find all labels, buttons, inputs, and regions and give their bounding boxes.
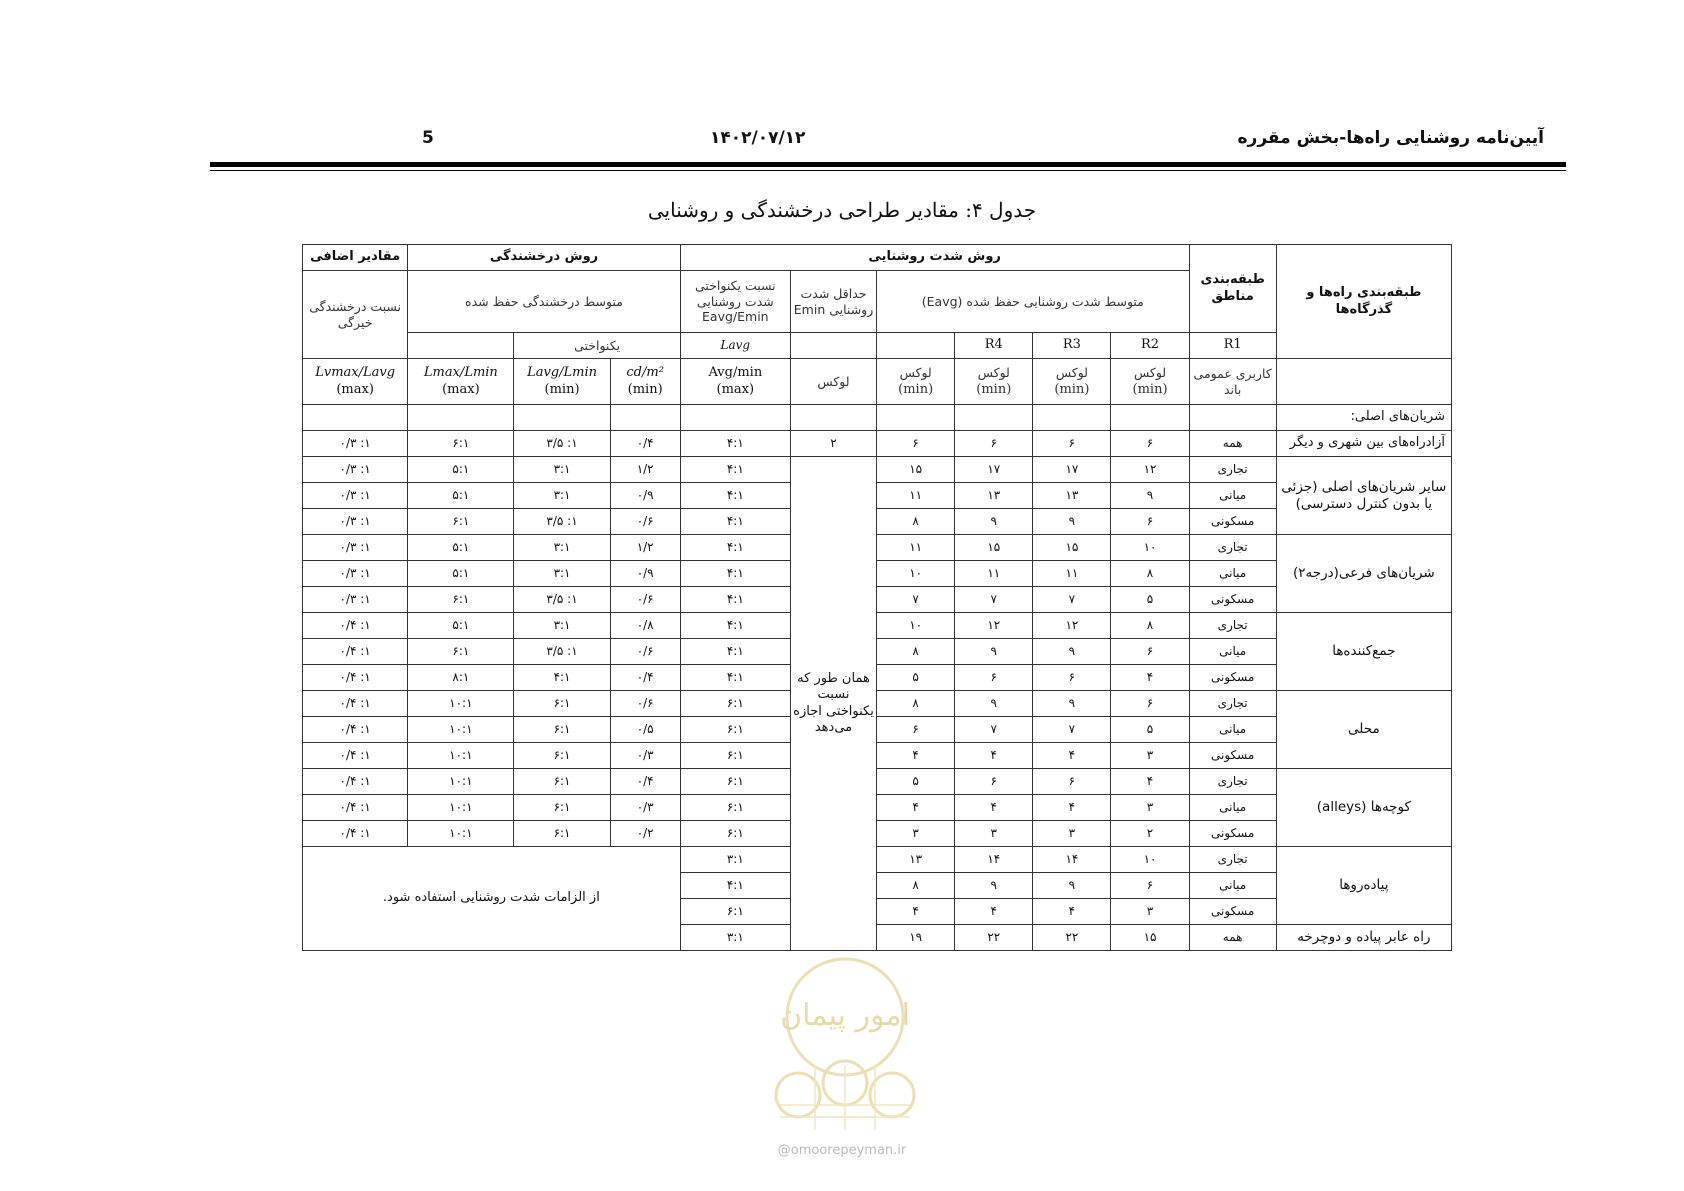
r4-cell: ۱۳ [877, 847, 955, 873]
section-row-main-arteries [303, 405, 1452, 431]
col-uniformity-illuminance: نسبت یکنواختی شدت روشنایی Eavg/Emin [680, 271, 790, 333]
lavg-lmin-cell: ۶:۱ [514, 717, 610, 743]
table-row [303, 847, 1452, 873]
r2-cell: ۶ [1033, 769, 1111, 795]
r2-cell: ۳ [1033, 821, 1111, 847]
glare-cell: ۱: ۰/۳ [303, 561, 408, 587]
lavg-lmin-cell: ۴:۱ [514, 665, 610, 691]
r3-cell: ۹ [955, 509, 1033, 535]
lavg-cell: ۰/۲ [610, 821, 680, 847]
r1-cell: ۱۰ [1111, 535, 1189, 561]
lmax-lmin-cell: ۶:۱ [408, 587, 514, 613]
uniformity-cell: ۴:۱ [680, 587, 790, 613]
col-zone-class: طبقه‌بندی مناطق [1189, 245, 1276, 333]
r2-cell: ۹ [1033, 509, 1111, 535]
lavg-lmin-cell: ۶:۱ [514, 821, 610, 847]
empty-cell [1276, 359, 1451, 405]
glare-cell: ۱: ۰/۳ [303, 483, 408, 509]
table-caption: جدول ۴: مقادیر طراحی درخشندگی و روشنایی [647, 198, 1037, 222]
lavg-cell: ۰/۹ [610, 561, 680, 587]
page-number: 5 [422, 128, 434, 148]
zone-cell: تجاری [1189, 613, 1276, 639]
glare-cell: ۱: ۰/۴ [303, 665, 408, 691]
unit-lux-r4: لوکس (min) [877, 359, 955, 405]
zone-cell: مسکونی [1189, 899, 1276, 925]
r3-cell: ۹ [955, 639, 1033, 665]
lmax-lmin-cell: ۸:۱ [408, 665, 514, 691]
road-label: شریان‌های فرعی(درجه۲) [1276, 535, 1451, 613]
r2-cell: ۶ [1033, 665, 1111, 691]
glare-cell: ۱: ۰/۳ [303, 535, 408, 561]
r2-cell: ۶ [1033, 431, 1111, 457]
r1-cell: ۱۲ [1111, 457, 1189, 483]
lmax-lmin-cell: ۶:۱ [408, 639, 514, 665]
lavg-cell: ۰/۶ [610, 691, 680, 717]
lmax-lmin-cell: ۱۰:۱ [408, 821, 514, 847]
merged-emin-note: همان طور که نسبت یکنواختی اجازه می‌دهد [790, 457, 876, 951]
unit-lavg-lmin: Lavg/Lmin (min) [514, 359, 610, 405]
table-row-freeway [303, 431, 1452, 457]
lmax-lmin-cell: ۱۰:۱ [408, 717, 514, 743]
lmax-lmin-cell: ۶:۱ [408, 509, 514, 535]
col-luminance-method: روش درخشندگی [408, 245, 680, 271]
empty-cell [955, 405, 1033, 431]
r1-cell: ۶ [1111, 873, 1189, 899]
glare-cell: ۱: ۰/۳ [303, 587, 408, 613]
lavg-lmin-cell: ۳:۱ [514, 457, 610, 483]
r1-cell: ۶ [1111, 509, 1189, 535]
lavg-cell: ۰/۶ [610, 639, 680, 665]
unit-lux-r1: لوکس (min) [1111, 359, 1189, 405]
r2-cell: ۹ [1033, 873, 1111, 899]
glare-cell: ۱: ۰/۴ [303, 769, 408, 795]
r1-cell: ۵ [1111, 587, 1189, 613]
r2-cell: ۲۲ [1033, 925, 1111, 951]
r2-cell: ۹ [1033, 639, 1111, 665]
road-label: محلی [1276, 691, 1451, 769]
r1-cell: ۹ [1111, 483, 1189, 509]
empty-cell [610, 405, 680, 431]
r3-cell: ۶ [955, 665, 1033, 691]
header-rule-thick [210, 162, 1566, 167]
r4-cell: ۵ [877, 769, 955, 795]
r4-cell: ۴ [877, 899, 955, 925]
unit-lmax-lmin: Lmax/Lmin (max) [408, 359, 514, 405]
r-col-label: R3 [1033, 333, 1111, 359]
lavg-cell: ۱/۲ [610, 457, 680, 483]
r3-cell: ۹ [955, 691, 1033, 717]
r1-cell: ۶ [1111, 691, 1189, 717]
lmax-lmin-cell: ۱۰:۱ [408, 795, 514, 821]
footer-note: از الزامات شدت روشنایی استفاده شود. [303, 847, 681, 951]
road-label: آزادراه‌های بین شهری و دیگر [1276, 431, 1451, 457]
uniformity-cell: ۴:۱ [680, 483, 790, 509]
lavg-lmin-cell: ۶:۱ [514, 743, 610, 769]
glare-cell: ۱: ۰/۳ [303, 509, 408, 535]
zone-cell: مسکونی [1189, 587, 1276, 613]
r4-cell: ۱۰ [877, 561, 955, 587]
uniformity-cell: ۴:۱ [680, 561, 790, 587]
zone-cell: مسکونی [1189, 509, 1276, 535]
r3-cell: ۱۳ [955, 483, 1033, 509]
lmax-lmin-cell: ۵:۱ [408, 483, 514, 509]
lavg-lmin-cell: ۶:۱ [514, 795, 610, 821]
empty-cell [680, 405, 790, 431]
lavg-lmin-cell: ۱: ۳/۵ [514, 509, 610, 535]
table-row [303, 769, 1452, 795]
zone-cell: میانی [1189, 795, 1276, 821]
emin-cell: ۲ [790, 431, 876, 457]
r2-cell: ۱۲ [1033, 613, 1111, 639]
lmax-lmin-cell: ۱۰:۱ [408, 743, 514, 769]
r4-cell: ۱۱ [877, 483, 955, 509]
lavg-cell: ۰/۴ [610, 431, 680, 457]
zone-cell: تجاری [1189, 847, 1276, 873]
col-illuminance-method: روش شدت روشنایی [680, 245, 1189, 271]
r1-cell: ۴ [1111, 769, 1189, 795]
r3-cell: ۱۷ [955, 457, 1033, 483]
empty-cell [514, 405, 610, 431]
watermark-logo [760, 955, 930, 1135]
table-row [303, 535, 1452, 561]
lavg-cell: ۰/۶ [610, 587, 680, 613]
uniformity-cell: ۳:۱ [680, 847, 790, 873]
r1-cell: ۳ [1111, 795, 1189, 821]
lavg-lmin-cell: ۶:۱ [514, 691, 610, 717]
lmax-lmin-cell: ۵:۱ [408, 561, 514, 587]
empty-cell [303, 405, 408, 431]
r2-cell: ۱۷ [1033, 457, 1111, 483]
road-label: راه عابر پیاده و دوچرخه [1276, 925, 1451, 951]
uniformity-cell: ۴:۱ [680, 509, 790, 535]
uniformity-cell: ۶:۱ [680, 899, 790, 925]
col-min-illuminance: حداقل شدت روشنایی Emin [790, 271, 876, 333]
lavg-cell: ۰/۹ [610, 483, 680, 509]
r3-cell: ۴ [955, 899, 1033, 925]
road-label: سایر شریان‌های اصلی (جزئی یا بدون کنترل دسترسی) [1276, 457, 1451, 535]
lavg-lmin-cell: ۳:۱ [514, 535, 610, 561]
lavg-cell: ۰/۸ [610, 613, 680, 639]
uniformity-cell: ۴:۱ [680, 665, 790, 691]
r1-cell: ۴ [1111, 665, 1189, 691]
zone-usage-label: کاربری عمومی باند [1189, 359, 1276, 405]
lmax-lmin-cell: ۱۰:۱ [408, 769, 514, 795]
header-rule-thin [210, 170, 1566, 171]
col-avg-illuminance: متوسط شدت روشنایی حفظ شده (Eavg) [877, 271, 1190, 333]
r3-cell: ۱۵ [955, 535, 1033, 561]
uniformity-cell: ۴:۱ [680, 535, 790, 561]
uniformity-cell: ۶:۱ [680, 821, 790, 847]
zone-cell: همه [1189, 431, 1276, 457]
r2-cell: ۴ [1033, 899, 1111, 925]
lmax-lmin-cell: ۱۰:۱ [408, 691, 514, 717]
r1-cell: ۶ [1111, 639, 1189, 665]
uniformity-cell: ۴:۱ [680, 457, 790, 483]
watermark-logo-text: امور پیمان [780, 998, 910, 1033]
lavg-lmin-cell: ۳:۱ [514, 561, 610, 587]
zone-cell: میانی [1189, 717, 1276, 743]
road-label: پیاده‌روها [1276, 847, 1451, 925]
r3-cell: ۷ [955, 587, 1033, 613]
zone-cell: مسکونی [1189, 665, 1276, 691]
zone-cell: تجاری [1189, 691, 1276, 717]
road-label: شریان‌های اصلی: [1276, 405, 1451, 431]
r2-cell: ۱۵ [1033, 535, 1111, 561]
r4-cell: ۸ [877, 691, 955, 717]
empty-cell [1189, 405, 1276, 431]
r4-cell: ۷ [877, 587, 955, 613]
uniformity-cell: ۶:۱ [680, 691, 790, 717]
zone-cell: تجاری [1189, 535, 1276, 561]
empty-cell [408, 405, 514, 431]
glare-cell: ۱: ۰/۴ [303, 717, 408, 743]
r3-cell: ۲۲ [955, 925, 1033, 951]
r1-cell: ۲ [1111, 821, 1189, 847]
r3-cell: ۴ [955, 795, 1033, 821]
lavg-cell: ۰/۴ [610, 769, 680, 795]
glare-cell: ۱: ۰/۴ [303, 743, 408, 769]
zone-cell: همه [1189, 925, 1276, 951]
road-label: جمع‌کننده‌ها [1276, 613, 1451, 691]
r4-cell: ۶ [877, 717, 955, 743]
r1-cell: ۵ [1111, 717, 1189, 743]
r2-cell: ۷ [1033, 587, 1111, 613]
header-row-units [303, 359, 1452, 405]
uniformity-cell: ۴:۱ [680, 431, 790, 457]
r3-cell: ۹ [955, 873, 1033, 899]
r3-cell: ۱۲ [955, 613, 1033, 639]
r2-cell: ۴ [1033, 743, 1111, 769]
r-col-label: R1 [1189, 333, 1276, 359]
empty-cell [790, 405, 876, 431]
r2-cell: ۹ [1033, 691, 1111, 717]
glare-cell: ۱: ۰/۳ [303, 431, 408, 457]
r4-cell: ۳ [877, 821, 955, 847]
r3-cell: ۴ [955, 743, 1033, 769]
r2-cell: ۱۳ [1033, 483, 1111, 509]
table-row [303, 691, 1452, 717]
unit-lvmax-lavg: Lvmax/Lavg (max) [303, 359, 408, 405]
uniformity-cell: ۶:۱ [680, 795, 790, 821]
zone-cell: مسکونی [1189, 821, 1276, 847]
r-col-label: R2 [1111, 333, 1189, 359]
empty-cell [790, 333, 876, 359]
page-header [210, 128, 1566, 154]
r3-cell: ۳ [955, 821, 1033, 847]
col-glare-ratio: نسبت درخشندگی خیرگی [303, 271, 408, 359]
r3-cell: ۷ [955, 717, 1033, 743]
empty-cell [877, 405, 955, 431]
unit-lux-r2: لوکس (min) [1033, 359, 1111, 405]
lavg-cell: ۰/۳ [610, 743, 680, 769]
uniformity-cell: ۴:۱ [680, 639, 790, 665]
glare-cell: ۱: ۰/۴ [303, 613, 408, 639]
lavg-lmin-cell: ۳:۱ [514, 613, 610, 639]
zone-cell: تجاری [1189, 457, 1276, 483]
uniformity-cell: ۶:۱ [680, 717, 790, 743]
uniformity-cell: ۶:۱ [680, 743, 790, 769]
r2-cell: ۱۱ [1033, 561, 1111, 587]
r1-cell: ۸ [1111, 561, 1189, 587]
col-avg-luminance: متوسط درخشندگی حفظ شده [408, 271, 680, 333]
r1-cell: ۱۰ [1111, 847, 1189, 873]
unit-lux-emin: لوکس [790, 359, 876, 405]
col-uniformity-label: یکنواختی [514, 333, 680, 359]
r1-cell: ۸ [1111, 613, 1189, 639]
uniformity-cell: ۴:۱ [680, 873, 790, 899]
lavg-lmin-cell: ۱: ۳/۵ [514, 431, 610, 457]
col-extra-values: مقادیر اضافی [303, 245, 408, 271]
lavg-cell: ۰/۳ [610, 795, 680, 821]
zone-cell: میانی [1189, 639, 1276, 665]
r4-cell: ۸ [877, 639, 955, 665]
zone-cell: میانی [1189, 873, 1276, 899]
lavg-lmin-cell: ۶:۱ [514, 769, 610, 795]
header-row-1 [303, 245, 1452, 271]
glare-cell: ۱: ۰/۳ [303, 457, 408, 483]
r2-cell: ۴ [1033, 795, 1111, 821]
r4-cell: ۱۱ [877, 535, 955, 561]
r1-cell: ۳ [1111, 899, 1189, 925]
lavg-cell: ۱/۲ [610, 535, 680, 561]
table-row [303, 457, 1452, 483]
col-road-class: طبقه‌بندی راه‌ها و گذرگاه‌ها [1276, 245, 1451, 359]
lmax-lmin-cell: ۶:۱ [408, 431, 514, 457]
r4-cell: ۵ [877, 665, 955, 691]
road-label: کوچه‌ها (alleys) [1276, 769, 1451, 847]
lighting-design-table [302, 244, 1452, 951]
glare-cell: ۱: ۰/۴ [303, 639, 408, 665]
unit-avg-min: Avg/min (max) [680, 359, 790, 405]
uniformity-cell: ۴:۱ [680, 613, 790, 639]
r3-cell: ۱۱ [955, 561, 1033, 587]
table-row [303, 613, 1452, 639]
lavg-lmin-cell: ۱: ۳/۵ [514, 587, 610, 613]
glare-cell: ۱: ۰/۴ [303, 691, 408, 717]
lavg-lmin-cell: ۱: ۳/۵ [514, 639, 610, 665]
lavg-cell: ۰/۵ [610, 717, 680, 743]
r3-cell: ۶ [955, 769, 1033, 795]
lmax-lmin-cell: ۵:۱ [408, 535, 514, 561]
zone-cell: مسکونی [1189, 743, 1276, 769]
lavg-lmin-cell: ۳:۱ [514, 483, 610, 509]
empty-cell [1111, 405, 1189, 431]
r4-cell: ۱۰ [877, 613, 955, 639]
r3-cell: ۱۴ [955, 847, 1033, 873]
lmax-lmin-cell: ۵:۱ [408, 457, 514, 483]
r4-cell: ۱۵ [877, 457, 955, 483]
lavg-cell: ۰/۴ [610, 665, 680, 691]
r4-cell: ۱۹ [877, 925, 955, 951]
lavg-cell: ۰/۶ [610, 509, 680, 535]
r1-cell: ۶ [1111, 431, 1189, 457]
unit-cd-m2: cd/m² (min) [610, 359, 680, 405]
r2-cell: ۷ [1033, 717, 1111, 743]
uniformity-cell: ۶:۱ [680, 769, 790, 795]
r-col-label: R4 [955, 333, 1033, 359]
r4-cell: ۴ [877, 743, 955, 769]
r1-cell: ۳ [1111, 743, 1189, 769]
watermark-url: @omoorepeyman.ir [777, 1143, 907, 1158]
empty-cell [1033, 405, 1111, 431]
empty-cell [877, 333, 955, 359]
r4-cell: ۶ [877, 431, 955, 457]
zone-cell: تجاری [1189, 769, 1276, 795]
unit-lux-r3: لوکس (min) [955, 359, 1033, 405]
document-title: آیین‌نامه روشنایی راه‌ها-بخش مقرره [1237, 128, 1544, 148]
r1-cell: ۱۵ [1111, 925, 1189, 951]
r4-cell: ۸ [877, 509, 955, 535]
zone-cell: میانی [1189, 561, 1276, 587]
r3-cell: ۶ [955, 431, 1033, 457]
r4-cell: ۴ [877, 795, 955, 821]
document-date: ۱۴۰۲/۰۷/۱۲ [710, 128, 806, 148]
uniformity-cell: ۳:۱ [680, 925, 790, 951]
r4-cell: ۸ [877, 873, 955, 899]
col-lavg-label: Lavg [680, 333, 790, 359]
zone-cell: میانی [1189, 483, 1276, 509]
glare-cell: ۱: ۰/۴ [303, 795, 408, 821]
r2-cell: ۱۴ [1033, 847, 1111, 873]
glare-cell: ۱: ۰/۴ [303, 821, 408, 847]
lmax-lmin-cell: ۵:۱ [408, 613, 514, 639]
